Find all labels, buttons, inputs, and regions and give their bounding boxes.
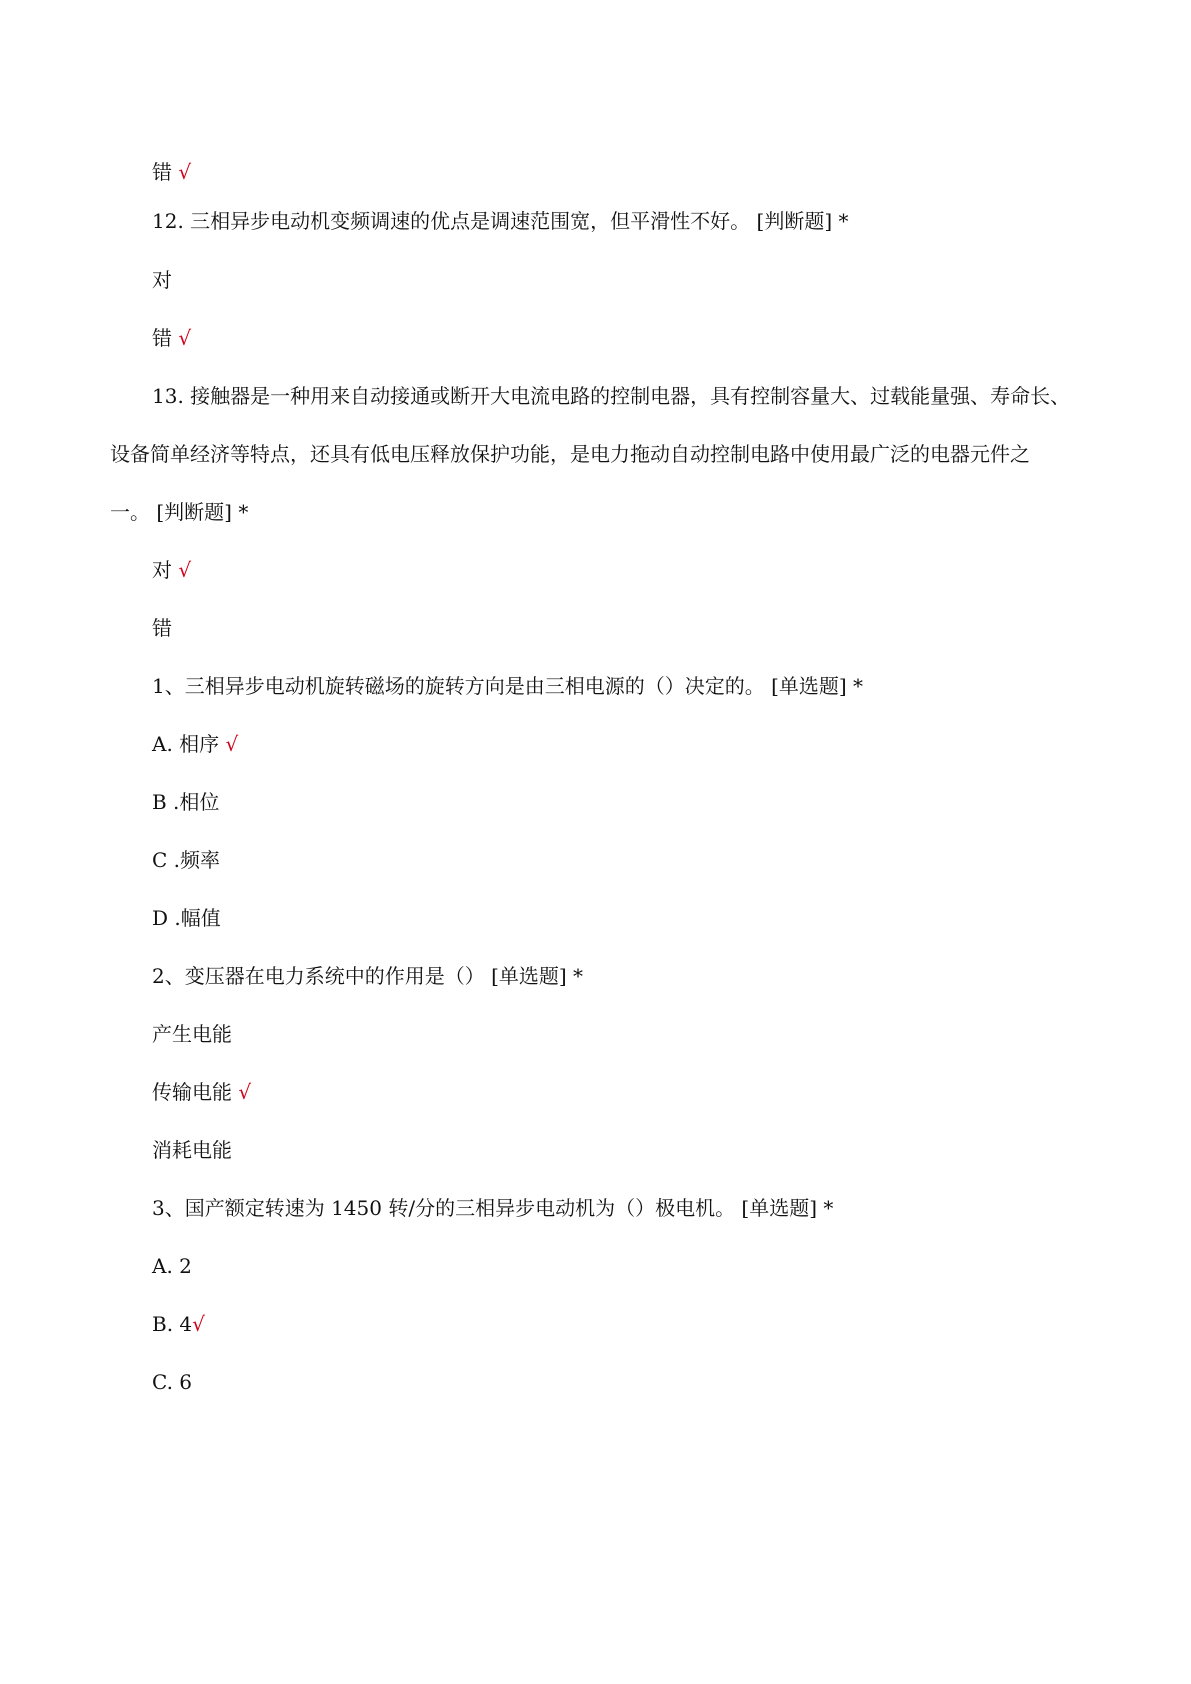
check-mark-icon: √ <box>225 732 239 756</box>
option-line <box>152 266 172 294</box>
option-line <box>152 788 219 816</box>
question-text: 3、国产额定转速为 1450 转/分的三相异步电动机为（）极电机。 [单选题] * <box>152 1196 834 1220</box>
option-text: A. 2 <box>152 1254 192 1278</box>
option-text: 消耗电能 <box>152 1138 232 1162</box>
option-line <box>152 904 221 932</box>
option-line <box>152 1078 251 1106</box>
check-mark-icon: √ <box>178 558 192 582</box>
option-line <box>152 1368 192 1396</box>
option-line <box>152 324 191 352</box>
option-text: 产生电能 <box>152 1022 232 1046</box>
option-text: 对 <box>152 558 172 582</box>
option-text: 传输电能 <box>152 1080 232 1104</box>
question-text: 一。 [判断题] * <box>110 500 249 524</box>
question-13-line-3 <box>110 498 248 526</box>
option-text: C. 6 <box>152 1370 193 1394</box>
option-line <box>152 1310 205 1338</box>
question-s2 <box>152 962 583 990</box>
check-mark-icon: √ <box>192 1312 205 1336</box>
question-text: 2、变压器在电力系统中的作用是（） [单选题] * <box>152 964 584 988</box>
option-line <box>152 846 220 874</box>
question-text: 1、三相异步电动机旋转磁场的旋转方向是由三相电源的（）决定的。 [单选题] * <box>152 674 864 698</box>
question-13-line-1 <box>152 382 1070 410</box>
option-line <box>152 1252 192 1280</box>
check-mark-icon: √ <box>178 326 192 350</box>
option-text: B. 4 <box>152 1312 193 1336</box>
option-text: A. 相序 <box>152 732 220 756</box>
option-text: 对 <box>152 268 172 292</box>
question-text: 设备简单经济等特点，还具有低电压释放保护功能，是电力拖动自动控制电路中使用最广泛的电器元件之 <box>110 442 1030 466</box>
option-line <box>152 730 238 758</box>
check-mark-icon: √ <box>178 160 192 184</box>
option-text: D .幅值 <box>152 906 221 930</box>
option-line <box>152 158 191 186</box>
option-line <box>152 1136 232 1164</box>
option-text: 错 <box>152 160 172 184</box>
option-line <box>152 556 191 584</box>
question-12 <box>152 207 848 235</box>
option-text: C .频率 <box>152 848 221 872</box>
option-text: 错 <box>152 326 172 350</box>
option-text: 错 <box>152 616 172 640</box>
question-s1 <box>152 672 863 700</box>
option-line <box>152 1020 232 1048</box>
option-line <box>152 614 172 642</box>
question-text: 13. 接触器是一种用来自动接通或断开大电流电路的控制电器，具有控制容量大、过载能量强、寿命长、 <box>152 384 1071 408</box>
option-text: B .相位 <box>152 790 220 814</box>
question-s3 <box>152 1194 833 1222</box>
question-13-line-2 <box>110 440 1030 468</box>
question-text: 12. 三相异步电动机变频调速的优点是调速范围宽，但平滑性不好。 [判断题] * <box>152 209 849 233</box>
check-mark-icon: √ <box>238 1080 252 1104</box>
